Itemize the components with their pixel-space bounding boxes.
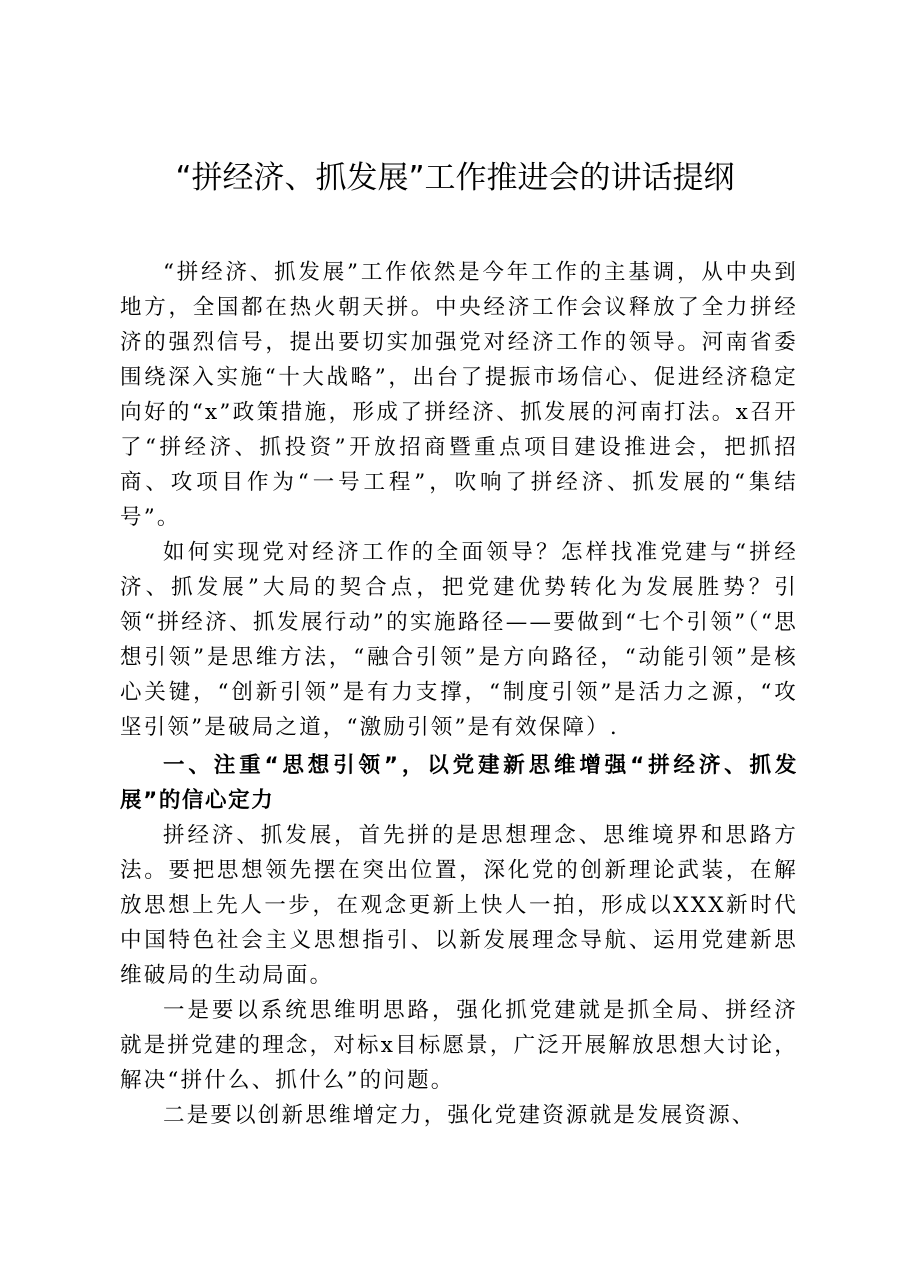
paragraph-point-1: 一是要以系统思维明思路，强化抓党建就是抓全局、拼经济就是拼党建的理念，对标x目标愿景，广泛开展解放思想大讨论，解决“拼什么、抓什么”的问题。 [120,998,798,1093]
paragraph-intro: “拼经济、抓发展”工作依然是今年工作的主基调，从中央到地方，全国都在热火朝天拼。中央经济工作会议释放了全力拼经济的强烈信号，提出要切实加强党对经济工作的领导。河南省委围绕深入实施“十大战略”，出台了提振市场信心、促进经济稳定向好的“x”政策措施，形成了拼经济、抓发展的河南打法。x召开了“拼经济、抓投资”开放招商暨重点项目建设推进会，把抓招商、攻项目作为“一号工程”，吹响了拼经济、抓发展的“集结号”。 [120,260,798,530]
paragraph-section-1-intro: 拼经济、抓发展，首先拼的是思想理念、思维境界和思路方法。要把思想领先摆在突出位置，深化党的创新理论武装，在解放思想上先人一步，在观念更新上快人一拍，形成以XXX新时代中国特色社会主义思想指引、以新发展理念导航、运用党建新思维破局的生动局面。 [120,823,798,988]
paragraph-point-2: 二是要以创新思维增定力，强化党建资源就是发展资源、 [163,1103,756,1128]
section-heading-1: 一、注重“思想引领”，以党建新思维增强“拼经济、抓发展”的信心定力 [120,753,798,813]
paragraph-question: 如何实现党对经济工作的全面领导？怎样找准党建与“拼经济、抓发展”大局的契合点，把党建优势转化为发展胜势？引领“拼经济、抓发展行动”的实施路径——要做到“七个引领”（“思想引领”是思维方法，“融合引领”是方向路径，“动能引领”是核心关键，“创新引领”是有力支撑，“制度引领”是活力之源，“攻坚引领”是破局之道，“激励引领”是有效保障）. [120,540,798,740]
document-body [120,255,798,1133]
document-title: “拼经济、抓发展”工作推进会的讲话提纲 [175,160,735,196]
